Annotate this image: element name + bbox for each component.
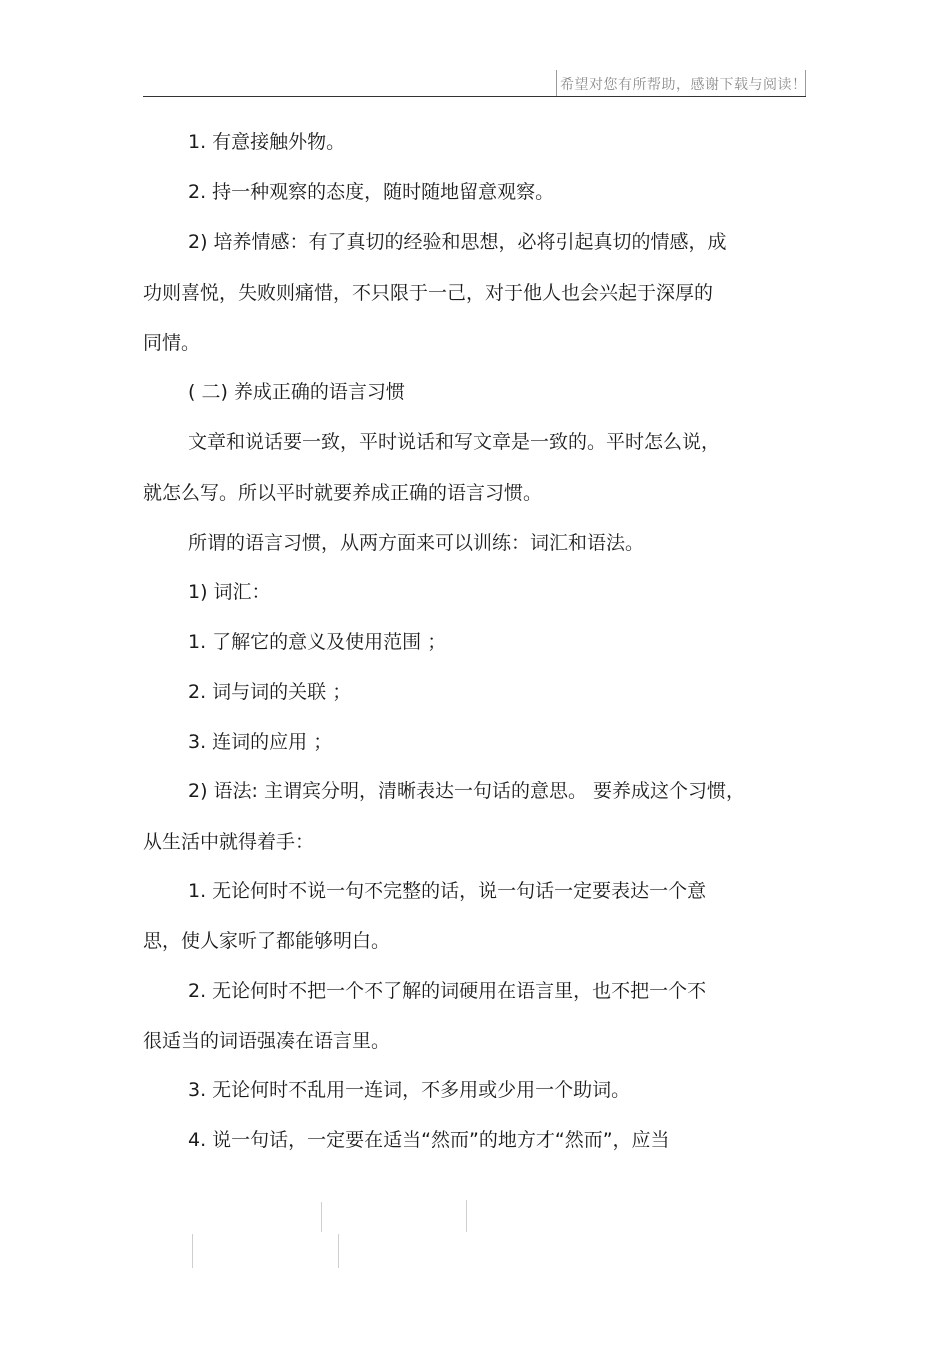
paragraph-line: 2) 培养情感：有了真切的经验和思想，必将引起真切的情感，成: [188, 231, 727, 253]
scan-artifact-line: [192, 1234, 193, 1268]
paragraph-line: 2. 无论何时不把一个不了解的词硬用在语言里，也不把一个不: [188, 980, 707, 1002]
paragraph-line: 思，使人家听了都能够明白。: [143, 930, 391, 952]
paragraph-line: 功则喜悦，失败则痛惜，不只限于一己，对于他人也会兴起于深厚的: [143, 282, 714, 304]
scan-artifact-line: [466, 1200, 467, 1232]
paragraph-line: 1) 词汇：: [188, 581, 271, 603]
paragraph-line: 3. 连词的应用 ；: [188, 731, 333, 753]
paragraph-line: 文章和说话要一致，平时说话和写文章是一致的。平时怎么说，: [188, 431, 721, 453]
paragraph-line: 3. 无论何时不乱用一连词，不多用或少用一个助词。: [188, 1079, 631, 1101]
header-slogan: 希望对您有所帮助，感谢下载与阅读！: [560, 77, 807, 93]
paragraph-line: 1. 有意接触外物。: [188, 131, 346, 153]
paragraph-line: 就怎么写。所以平时就要养成正确的语言习惯。: [143, 482, 543, 504]
section-heading: ( 二) 养成正确的语言习惯: [188, 381, 405, 403]
scan-artifact-line: [338, 1234, 339, 1268]
paragraph-line: 很适当的词语强凑在语言里。: [143, 1030, 391, 1052]
paragraph-line: 4. 说一句话，一定要在适当“然而”的地方才“然而”，应当: [188, 1129, 670, 1151]
scan-artifact-line: [321, 1202, 322, 1232]
paragraph-line: 从生活中就得着手：: [143, 831, 315, 853]
paragraph-line: 1. 无论何时不说一句不完整的话，说一句话一定要表达一个意: [188, 880, 707, 902]
paragraph-line: 2. 持一种观察的态度，随时随地留意观察。: [188, 181, 555, 203]
paragraph-line: 2. 词与词的关联 ；: [188, 681, 352, 703]
paragraph-line: 1. 了解它的意义及使用范围 ；: [188, 631, 447, 653]
paragraph-line: 同情。: [143, 332, 201, 354]
paragraph-line: 2) 语法: 主谓宾分明，清晰表达一句话的意思。 要养成这个习惯，: [188, 780, 746, 802]
paragraph-line: 所谓的语言习惯，从两方面来可以训练：词汇和语法。: [188, 532, 645, 554]
header-divider: [143, 96, 806, 97]
